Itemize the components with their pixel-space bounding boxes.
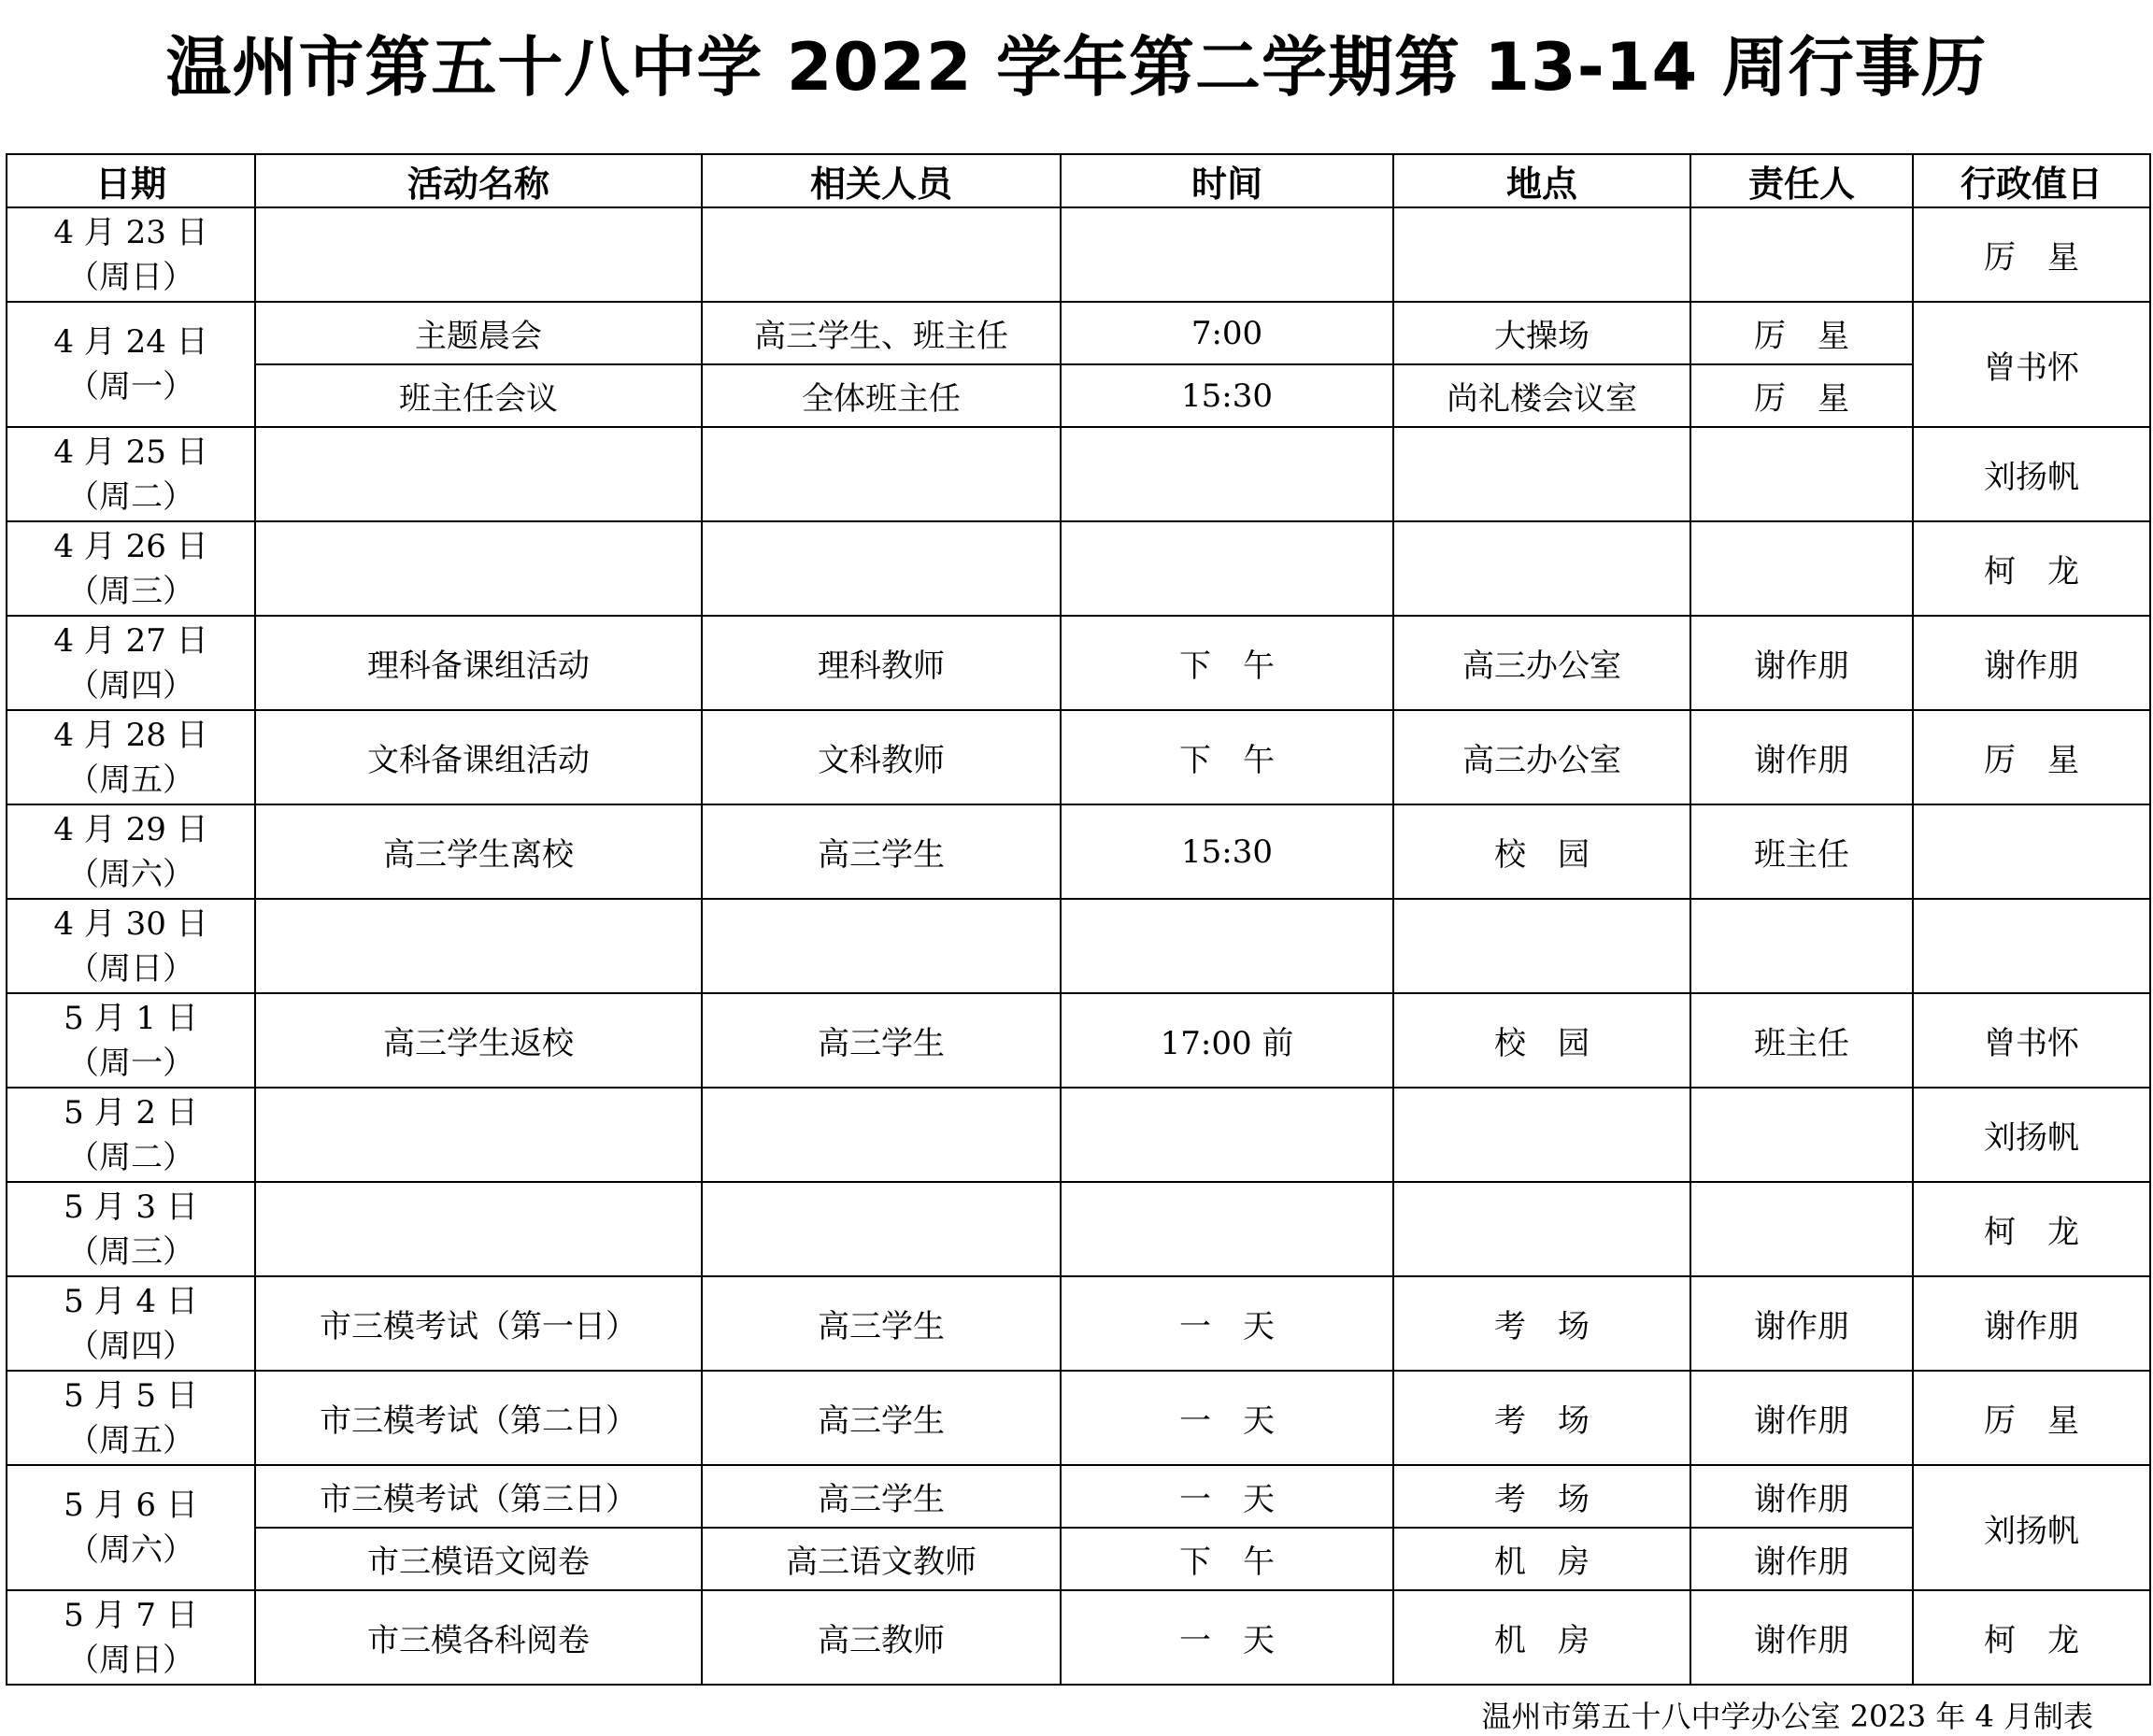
weekday-label: （周一） (67, 1044, 194, 1082)
activity-cell: 文科备课组活动 (255, 710, 702, 804)
header-row (7, 154, 2150, 207)
date-cell (7, 1276, 255, 1371)
time-cell: 一 天 (1061, 1371, 1393, 1465)
people-cell: 高三学生、班主任 (702, 302, 1061, 364)
place-cell (1393, 1182, 1690, 1276)
people-cell: 高三教师 (702, 1590, 1061, 1685)
duty-cell: 曾书怀 (1913, 993, 2150, 1088)
duty-cell: 曾书怀 (1913, 302, 2150, 427)
place-cell: 机 房 (1393, 1590, 1690, 1685)
place-cell (1393, 521, 1690, 616)
people-cell: 高三学生 (702, 804, 1061, 899)
header-activity: 活动名称 (255, 154, 702, 207)
weekday-label: （周三） (67, 572, 194, 610)
duty-cell: 柯 龙 (1913, 521, 2150, 616)
date-label: 5 月 6 日 (64, 1487, 198, 1524)
people-cell (702, 1088, 1061, 1182)
activity-cell: 班主任会议 (255, 364, 702, 427)
people-cell: 高三学生 (702, 1465, 1061, 1528)
duty-cell: 厉 星 (1913, 1371, 2150, 1465)
time-cell: 一 天 (1061, 1590, 1393, 1685)
date-cell (7, 427, 255, 521)
activity-cell (255, 1088, 702, 1182)
activity-cell: 市三模各科阅卷 (255, 1590, 702, 1685)
people-cell (702, 521, 1061, 616)
schedule-table (6, 153, 2151, 1686)
date-cell (7, 710, 255, 804)
date-label: 4 月 27 日 (53, 621, 208, 660)
people-cell: 高三学生 (702, 1371, 1061, 1465)
date-label: 4 月 25 日 (53, 433, 208, 471)
place-cell: 考 场 (1393, 1465, 1690, 1528)
weekday-label: （周二） (67, 1138, 194, 1176)
table-row (7, 993, 2150, 1088)
date-cell (7, 302, 255, 427)
time-cell (1061, 1088, 1393, 1182)
people-cell (702, 427, 1061, 521)
page-title: 温州市第五十八中学 2022 学年第二学期第 13-14 周行事历 (165, 29, 1988, 106)
header-place: 地点 (1393, 154, 1690, 207)
weekday-label: （周三） (67, 1232, 194, 1271)
table-row (7, 804, 2150, 899)
date-label: 4 月 30 日 (53, 904, 208, 943)
place-cell: 高三办公室 (1393, 616, 1690, 710)
time-cell (1061, 521, 1393, 616)
activity-cell (255, 207, 702, 302)
responsible-cell: 厉 星 (1690, 302, 1913, 364)
table-row (7, 207, 2150, 302)
table-row (7, 1465, 2150, 1528)
table-row (7, 710, 2150, 804)
time-cell: 一 天 (1061, 1276, 1393, 1371)
table-row (7, 1088, 2150, 1182)
time-cell: 7:00 (1061, 302, 1393, 364)
date-cell (7, 804, 255, 899)
responsible-cell: 谢作朋 (1690, 710, 1913, 804)
activity-cell: 高三学生返校 (255, 993, 702, 1088)
people-cell (702, 899, 1061, 993)
time-cell (1061, 1182, 1393, 1276)
table-row (7, 302, 2150, 364)
table-row (7, 1371, 2150, 1465)
people-cell (702, 1182, 1061, 1276)
time-cell: 17:00 前 (1061, 993, 1393, 1088)
date-cell (7, 1088, 255, 1182)
duty-cell: 刘扬帆 (1913, 1465, 2150, 1590)
date-cell (7, 207, 255, 302)
header-people: 相关人员 (702, 154, 1061, 207)
table-row (7, 616, 2150, 710)
date-label: 4 月 28 日 (53, 716, 208, 754)
date-label: 4 月 26 日 (53, 527, 208, 565)
responsible-cell: 谢作朋 (1690, 1276, 1913, 1371)
responsible-cell (1690, 899, 1913, 993)
weekday-label: （周六） (67, 1531, 194, 1569)
responsible-cell: 谢作朋 (1690, 1465, 1913, 1528)
place-cell: 机 房 (1393, 1528, 1690, 1590)
time-cell: 下 午 (1061, 616, 1393, 710)
weekday-label: （周四） (67, 1327, 194, 1365)
responsible-cell: 谢作朋 (1690, 1371, 1913, 1465)
weekday-label: （周日） (67, 258, 194, 296)
responsible-cell: 谢作朋 (1690, 616, 1913, 710)
duty-cell: 刘扬帆 (1913, 1088, 2150, 1182)
place-cell: 大操场 (1393, 302, 1690, 364)
time-cell: 15:30 (1061, 364, 1393, 427)
schedule-body (7, 207, 2150, 1685)
footer-note: 温州市第五十八中学办公室 2023 年 4 月制表 (1481, 1699, 2093, 1734)
time-cell (1061, 207, 1393, 302)
activity-cell (255, 899, 702, 993)
people-cell: 理科教师 (702, 616, 1061, 710)
responsible-cell (1690, 1088, 1913, 1182)
activity-cell (255, 521, 702, 616)
responsible-cell (1690, 1182, 1913, 1276)
activity-cell: 高三学生离校 (255, 804, 702, 899)
place-cell: 考 场 (1393, 1276, 1690, 1371)
date-cell (7, 1590, 255, 1685)
header-duty: 行政值日 (1913, 154, 2150, 207)
weekday-label: （周日） (67, 1641, 194, 1679)
duty-cell: 柯 龙 (1913, 1182, 2150, 1276)
place-cell (1393, 1088, 1690, 1182)
date-label: 5 月 3 日 (64, 1188, 198, 1226)
date-cell (7, 899, 255, 993)
table-row (7, 1182, 2150, 1276)
time-cell: 下 午 (1061, 1528, 1393, 1590)
time-cell: 一 天 (1061, 1465, 1393, 1528)
weekday-label: （周四） (67, 666, 194, 704)
date-label: 5 月 2 日 (64, 1093, 198, 1131)
date-cell (7, 521, 255, 616)
duty-cell: 厉 星 (1913, 710, 2150, 804)
time-cell: 下 午 (1061, 710, 1393, 804)
responsible-cell: 班主任 (1690, 804, 1913, 899)
weekday-label: （周二） (67, 477, 194, 516)
responsible-cell: 厉 星 (1690, 364, 1913, 427)
place-cell: 考 场 (1393, 1371, 1690, 1465)
responsible-cell: 班主任 (1690, 993, 1913, 1088)
responsible-cell (1690, 521, 1913, 616)
duty-cell: 柯 龙 (1913, 1590, 2150, 1685)
duty-cell: 谢作朋 (1913, 1276, 2150, 1371)
place-cell: 尚礼楼会议室 (1393, 364, 1690, 427)
header-responsible: 责任人 (1690, 154, 1913, 207)
duty-cell: 刘扬帆 (1913, 427, 2150, 521)
time-cell: 15:30 (1061, 804, 1393, 899)
place-cell: 校 园 (1393, 804, 1690, 899)
activity-cell: 主题晨会 (255, 302, 702, 364)
time-cell (1061, 899, 1393, 993)
people-cell: 高三语文教师 (702, 1528, 1061, 1590)
table-row (7, 1590, 2150, 1685)
duty-cell: 厉 星 (1913, 207, 2150, 302)
people-cell: 高三学生 (702, 1276, 1061, 1371)
place-cell (1393, 899, 1690, 993)
place-cell: 高三办公室 (1393, 710, 1690, 804)
date-cell (7, 616, 255, 710)
weekday-label: （周日） (67, 949, 194, 988)
date-label: 4 月 24 日 (53, 323, 208, 361)
table-row (7, 899, 2150, 993)
activity-cell: 市三模考试（第一日） (255, 1276, 702, 1371)
table-row (7, 1276, 2150, 1371)
activity-cell: 理科备课组活动 (255, 616, 702, 710)
date-label: 5 月 7 日 (64, 1596, 198, 1634)
responsible-cell (1690, 427, 1913, 521)
weekday-label: （周六） (67, 855, 194, 893)
date-label: 4 月 29 日 (53, 810, 208, 848)
table-row (7, 427, 2150, 521)
table-row (7, 364, 2150, 427)
date-label: 5 月 4 日 (64, 1282, 198, 1320)
date-label: 5 月 5 日 (64, 1376, 198, 1415)
duty-cell: 谢作朋 (1913, 616, 2150, 710)
people-cell: 全体班主任 (702, 364, 1061, 427)
activity-cell (255, 1182, 702, 1276)
table-row (7, 1528, 2150, 1590)
duty-cell (1913, 804, 2150, 899)
date-label: 4 月 23 日 (53, 213, 208, 251)
responsible-cell: 谢作朋 (1690, 1528, 1913, 1590)
place-cell (1393, 207, 1690, 302)
activity-cell: 市三模语文阅卷 (255, 1528, 702, 1590)
place-cell (1393, 427, 1690, 521)
weekday-label: （周五） (67, 761, 194, 799)
time-cell (1061, 427, 1393, 521)
activity-cell (255, 427, 702, 521)
date-cell (7, 993, 255, 1088)
activity-cell: 市三模考试（第三日） (255, 1465, 702, 1528)
header-date: 日期 (7, 154, 255, 207)
weekday-label: （周一） (67, 368, 194, 406)
date-label: 5 月 1 日 (64, 999, 198, 1037)
weekday-label: （周五） (67, 1421, 194, 1459)
activity-cell: 市三模考试（第二日） (255, 1371, 702, 1465)
place-cell: 校 园 (1393, 993, 1690, 1088)
header-time: 时间 (1061, 154, 1393, 207)
people-cell: 文科教师 (702, 710, 1061, 804)
date-cell (7, 1182, 255, 1276)
people-cell: 高三学生 (702, 993, 1061, 1088)
duty-cell (1913, 899, 2150, 993)
date-cell (7, 1465, 255, 1590)
table-row (7, 521, 2150, 616)
responsible-cell (1690, 207, 1913, 302)
people-cell (702, 207, 1061, 302)
date-cell (7, 1371, 255, 1465)
responsible-cell: 谢作朋 (1690, 1590, 1913, 1685)
